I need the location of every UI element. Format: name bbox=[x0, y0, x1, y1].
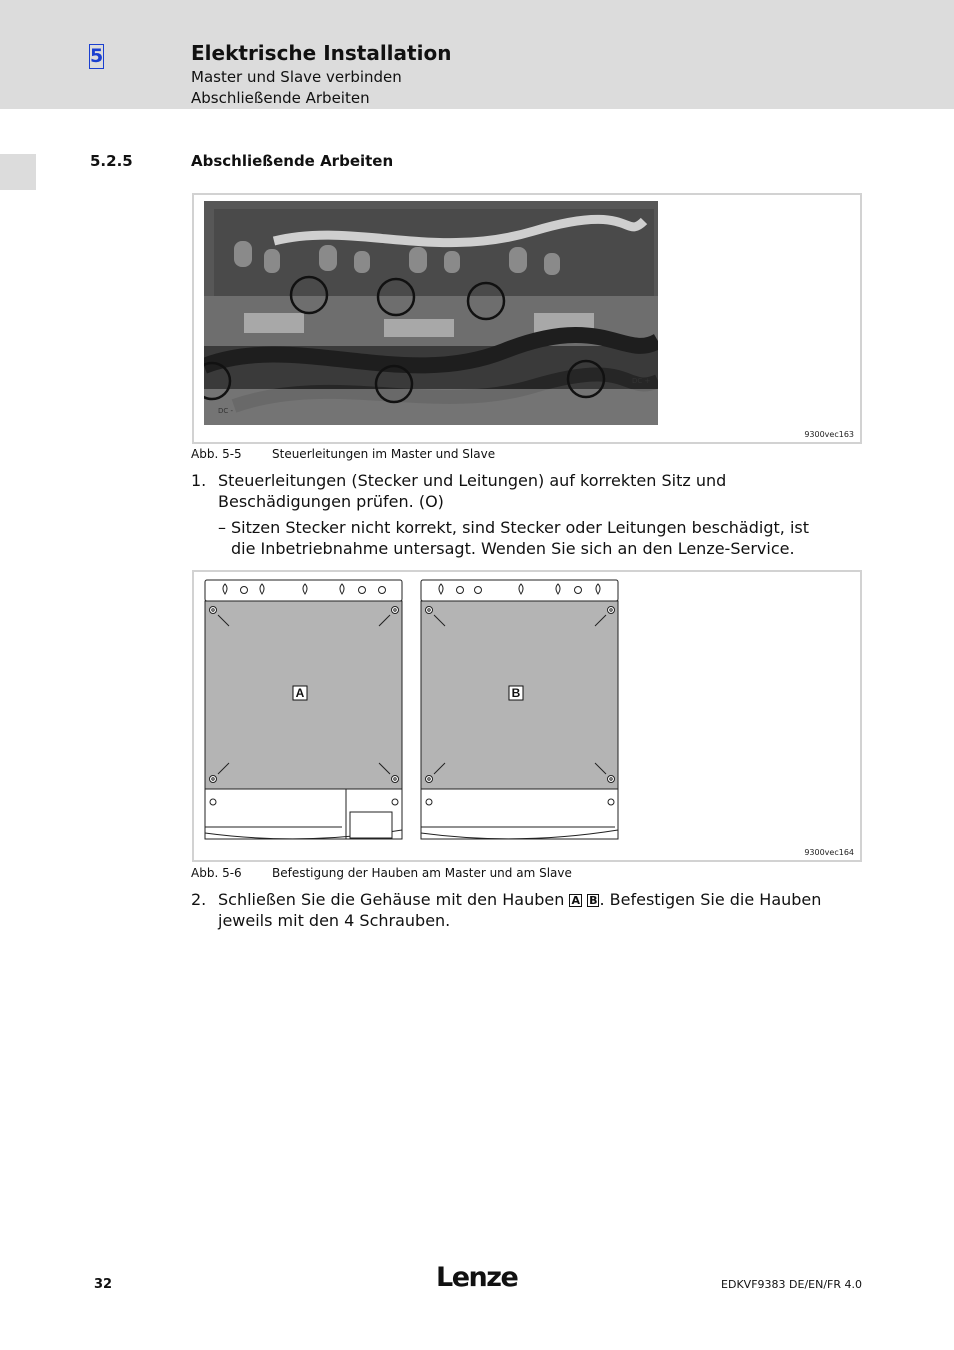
cover-label-b: B bbox=[511, 686, 521, 700]
figure-caption bbox=[191, 866, 572, 880]
header-subtitle-2: Abschließende Arbeiten bbox=[191, 89, 370, 107]
section-number: 5.2.5 bbox=[90, 152, 133, 170]
chapter-number-badge[interactable]: 5 bbox=[90, 45, 104, 67]
page-number: 32 bbox=[94, 1277, 113, 1292]
photo-label-dc-minus: DC - bbox=[218, 407, 234, 415]
caption-label: Abb. 5-6 bbox=[191, 866, 242, 880]
step-1 bbox=[191, 470, 851, 512]
section-title: Abschließende Arbeiten bbox=[191, 152, 394, 170]
figure-caption bbox=[191, 447, 496, 461]
caption-label: Abb. 5-5 bbox=[191, 447, 242, 461]
figure-cover-mounting bbox=[192, 570, 862, 862]
substep-dash: – bbox=[218, 518, 226, 537]
slave-housing bbox=[421, 580, 618, 839]
document-id: EDKVF9383 DE/EN/FR 4.0 bbox=[721, 1278, 862, 1291]
substep-text: Sitzen Stecker nicht korrekt, sind Stecker oder Leitungen beschädigt, ist die Inbetriebnahme untersagt. Wenden Sie sich an den Lenze-Service. bbox=[231, 518, 809, 558]
caption-text: Befestigung der Hauben am Master und am Slave bbox=[272, 866, 572, 880]
master-housing bbox=[205, 580, 402, 839]
cover-label-a: A bbox=[295, 686, 305, 700]
chapter-title: Elektrische Installation bbox=[191, 41, 452, 65]
step-text-after: . Befestigen Sie die Hauben jeweils mit den 4 Schrauben. bbox=[218, 890, 822, 930]
side-tab-marker bbox=[0, 154, 36, 190]
figure-code: 9300vec163 bbox=[804, 430, 854, 439]
step-text bbox=[218, 889, 851, 931]
photo-label-dc-plus: DC + bbox=[632, 377, 651, 385]
cover-mounting-drawing bbox=[202, 578, 632, 844]
header-subtitle-1: Master und Slave verbinden bbox=[191, 68, 402, 86]
header-band bbox=[0, 0, 954, 109]
ref-cover-b: B bbox=[589, 894, 598, 907]
ref-cover-a: A bbox=[571, 894, 580, 907]
figure-control-cables bbox=[192, 193, 862, 444]
step-number: 1. bbox=[191, 471, 207, 490]
step-2 bbox=[191, 889, 851, 931]
step-text-before: Schließen Sie die Gehäuse mit den Hauben bbox=[218, 890, 565, 909]
step-1-substep bbox=[218, 517, 838, 559]
step-text: Steuerleitungen (Stecker und Leitungen) auf korrekten Sitz und Beschädigungen prüfen. (O) bbox=[218, 471, 727, 511]
figure-code: 9300vec164 bbox=[804, 848, 854, 857]
step-number: 2. bbox=[191, 890, 207, 909]
control-cables-photo bbox=[204, 201, 658, 425]
lenze-logo: Lenze bbox=[436, 1262, 518, 1293]
caption-text: Steuerleitungen im Master und Slave bbox=[272, 447, 496, 461]
